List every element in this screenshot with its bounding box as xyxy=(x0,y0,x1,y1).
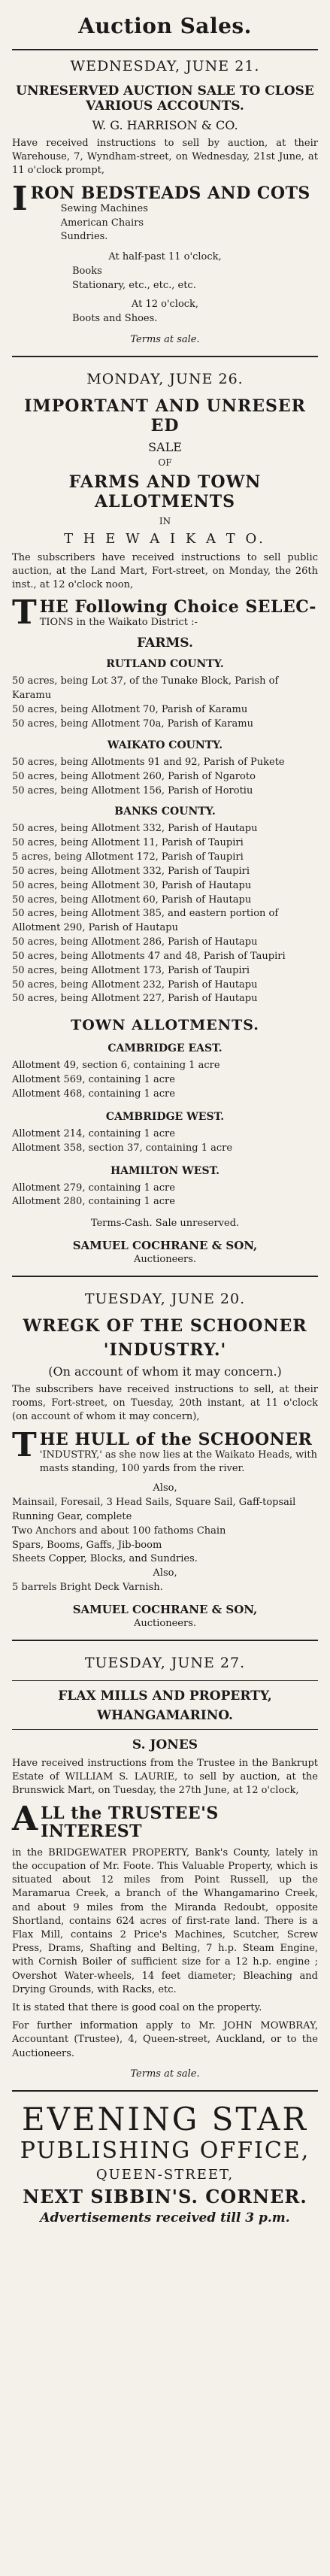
drop-cap: A xyxy=(12,1799,38,1838)
sale-intro: Have received instructions from the Trustee in the Bankrupt Estate of WILLIAM S. LAURIE, to sell by auction, at the Brunswick Mart, on Tuesday, the 27th June, at 12 o'clock, xyxy=(12,1757,318,1797)
sale-heading: WHANGAMARINO. xyxy=(97,1707,233,1723)
publisher-location: NEXT SIBBIN'S. CORNER. xyxy=(23,2185,307,2207)
county-heading: RUTLAND COUNTY. xyxy=(106,658,224,671)
lot-title: RON BEDSTEADS AND COTS xyxy=(30,183,310,203)
lot-line: 50 acres, being Allotment 227, Parish of Hautapu xyxy=(12,993,258,1005)
sale-heading: FLAX MILLS AND PROPERTY, xyxy=(58,1688,272,1704)
lot-line: Spars, Booms, Gaffs, Jib-boom xyxy=(12,1539,162,1551)
lot-line: 50 acres, being Allotment 260, Parish of Ngaroto xyxy=(12,770,256,782)
also-label: Also, xyxy=(153,1482,177,1494)
lot-item: Books xyxy=(72,265,102,278)
divider xyxy=(12,356,318,357)
auctioneer-name: SAMUEL COCHRANE & SON, xyxy=(72,1239,258,1253)
divider xyxy=(12,1680,318,1681)
lot-line: 50 acres, being Allotments 47 and 48, Parish of Taupiri xyxy=(12,950,286,962)
advertisement-deadline: Advertisements received till 3 p.m. xyxy=(40,2210,290,2226)
drop-title-block xyxy=(12,179,318,245)
lot-title: LL the TRUSTEE'S INTEREST xyxy=(41,1803,219,1841)
auctioneer-name: S. JONES xyxy=(132,1737,198,1752)
drop-cap: T xyxy=(12,593,37,633)
sale-time: At half-past 11 o'clock, xyxy=(108,251,222,263)
lot-line: Sheets Copper, Blocks, and Sundries. xyxy=(12,1553,198,1565)
auctioneer-name: SAMUEL COCHRANE & SON, xyxy=(72,1602,258,1616)
section-heading: FARMS. xyxy=(137,636,193,651)
sale-terms: Terms at sale. xyxy=(130,2068,200,2080)
lot-line: Running Gear, complete xyxy=(12,1510,132,1522)
lot-line: 50 acres, being Allotment 156, Parish of Horotiu xyxy=(12,784,253,796)
lot-line: 50 acres, being Allotment 11, Parish of Taupiri xyxy=(12,837,244,849)
sale-heading: UNRESERVED AUCTION SALE TO CLOSE VARIOUS ACCOUNTS. xyxy=(16,83,314,114)
sale-intro: The subscribers have received instructions to sell, at their rooms, Fort-street, on Tuesday, 20th instant, at 11 o'clock (on account of whom it may concern), xyxy=(12,1384,318,1423)
sale-heading: IMPORTANT AND UNRESER ED xyxy=(24,396,306,435)
town-heading: HAMILTON WEST. xyxy=(110,1164,220,1177)
lot-line: 50 acres, being Allotment 232, Parish of Hautapu xyxy=(12,979,258,991)
lot-line: Allotment 279, containing 1 acre xyxy=(12,1182,175,1194)
lot-line: Allotment 358, section 37, containing 1 acre xyxy=(12,1142,233,1154)
lot-subtitle: 'INDUSTRY,' as she now lies at the Waikato Heads, with masts standing, 100 yards from the river. xyxy=(39,1449,318,1474)
lot-line: 50 acres, being Allotment 332, Parish of Hautapu xyxy=(12,823,258,835)
lot-line: Allotment 468, containing 1 acre xyxy=(12,1088,175,1100)
sale-date: TUESDAY, JUNE 27. xyxy=(84,1654,246,1671)
town-heading: CAMBRIDGE EAST. xyxy=(107,1042,223,1055)
lot-line: Allotment 280, containing 1 acre xyxy=(12,1196,175,1208)
drop-cap: T xyxy=(12,1425,37,1464)
lot-line: 50 acres, being Allotment 30, Parish of Hautapu xyxy=(12,879,252,891)
sale-intro: Have received instructions to sell by auction, at their Warehouse, 7, Wyndham-street, on Wednesday, 21st June, at 11 o'clock prompt, xyxy=(12,138,318,177)
lot-item: Stationary, etc., etc., etc. xyxy=(72,279,196,291)
lot-line: Mainsail, Foresail, 3 Head Sails, Square Sail, Gaff-topsail xyxy=(12,1497,296,1509)
auction-notice-harrison xyxy=(12,58,318,345)
lot-line: 50 acres, being Allotment 385, and eastern portion of Allotment 290, Parish of Hautapu xyxy=(12,908,279,934)
sale-heading-sub: (On account of whom it may concern.) xyxy=(48,1364,282,1379)
lot-line: 50 acres, being Allotment 173, Parish of Taupiri xyxy=(12,964,250,976)
divider xyxy=(12,2090,318,2092)
drop-title-block xyxy=(12,1799,318,1841)
lot-line: 50 acres, being Allotment 286, Parish of Hautapu xyxy=(12,936,258,948)
lot-title: HE Following Choice SELEC- xyxy=(39,597,316,617)
sale-date: WEDNESDAY, JUNE 21. xyxy=(70,58,260,74)
property-description: in the BRIDGEWATER PROPERTY, Bank's County, lately in the occupation of Mr. Foote. This Valuable Property, which is situated about 12 miles from Point Russell, up the Maramarua Creek, a branch of the Whangamarino Creek, and about 9 miles from the Miranda Redoubt, opposite Shortland, contains 624 acres of first-rate land. There is a Flax Mill, contains 2 Price's Machines, Scutcher, Screw Press, Drams, Shafting and Belting, 7 h.p. Steam Engine, with Cornish Boiler of sufficient size for a 12 h.p. engine ; Overshot Water-wheels, 14 feet diameter; Bleaching and Drying Grounds, with Racks, etc. xyxy=(12,1846,318,1995)
drop-title-block xyxy=(12,593,318,633)
sale-heading: FARMS AND TOWN ALLOTMENTS xyxy=(68,472,262,511)
lot-item: Sundries. xyxy=(60,231,108,243)
lot-line: Two Anchors and about 100 fathoms Chain xyxy=(12,1525,226,1537)
sale-date: MONDAY, JUNE 26. xyxy=(86,370,244,387)
auctioneer-title: Auctioneers. xyxy=(133,1254,197,1266)
sale-time: At 12 o'clock, xyxy=(131,298,199,310)
page-title: Auction Sales. xyxy=(78,14,252,38)
lot-line: 50 acres, being Allotments 91 and 92, Parish of Pukete xyxy=(12,756,285,768)
section-heading: TOWN ALLOTMENTS. xyxy=(71,1017,259,1034)
lot-item: American Chairs xyxy=(60,217,144,229)
sale-heading: 'INDUSTRY.' xyxy=(103,1340,227,1361)
divider xyxy=(12,1276,318,1277)
divider xyxy=(12,49,318,50)
sale-heading-sub: SALE xyxy=(148,439,182,454)
lot-subtitle: TIONS in the Waikato District :- xyxy=(39,617,198,629)
auctioneer-name: W. G. HARRISON & CO. xyxy=(92,118,238,132)
divider xyxy=(12,1729,318,1730)
lot-line: 50 acres, being Allotment 70, Parish of Karamu xyxy=(12,704,248,716)
sale-terms: Terms-Cash. Sale unreserved. xyxy=(90,1218,240,1230)
lot-title: HE HULL of the SCHOONER xyxy=(39,1429,313,1449)
sale-heading-sub: OF xyxy=(158,457,172,468)
lot-item: Sewing Machines xyxy=(60,202,148,214)
sale-heading-sub: IN xyxy=(159,515,171,526)
town-heading: CAMBRIDGE WEST. xyxy=(105,1110,225,1123)
further-info: For further information apply to Mr. JOHN MOWBRAY, Accountant (Trustee), 4, Queen-street, Auckland, or to the Auctioneers. xyxy=(12,2020,318,2059)
auction-notice-schooner xyxy=(12,1291,318,1629)
publisher-subtitle: PUBLISHING OFFICE, xyxy=(20,2137,310,2164)
lot-line: Allotment 569, containing 1 acre xyxy=(12,1074,175,1086)
county-heading: BANKS COUNTY. xyxy=(114,806,216,818)
lot-line: Allotment 49, section 6, containing 1 acre xyxy=(12,1060,220,1072)
sale-heading: WREGK OF THE SCHOONER xyxy=(23,1316,307,1337)
divider xyxy=(12,1640,318,1641)
sale-intro: The subscribers have received instructions to sell public auction, at the Land Mart, Fort-street, on Monday, the 26th inst., at 12 o'clock noon, xyxy=(12,551,318,590)
lot-item: Boots and Shoes. xyxy=(72,312,158,324)
lot-line: 5 acres, being Allotment 172, Parish of Taupiri xyxy=(12,851,244,863)
lot-line: Allotment 214, containing 1 acre xyxy=(12,1127,175,1139)
lot-line: 50 acres, being Lot 37, of the Tunake Block, Parish of Karamu xyxy=(12,675,279,702)
sale-heading: T H E W A I K A T O. xyxy=(64,530,266,547)
auctioneer-title: Auctioneers. xyxy=(133,1617,197,1629)
publisher-title: EVENING STAR xyxy=(21,2100,309,2138)
also-label: Also, xyxy=(153,1567,177,1579)
sale-terms: Terms at sale. xyxy=(130,333,200,345)
sale-date: TUESDAY, JUNE 20. xyxy=(84,1291,246,1308)
drop-cap: I xyxy=(12,179,28,218)
lot-line: 5 barrels Bright Deck Varnish. xyxy=(12,1582,163,1594)
lot-line: 50 acres, being Allotment 332, Parish of Taupiri xyxy=(12,865,250,877)
property-note: It is stated that there is good coal on the property. xyxy=(12,2001,262,2013)
publisher-address: QUEEN-STREET, xyxy=(95,2166,235,2183)
evening-star-notice xyxy=(12,2101,318,2226)
auction-notice-waikato xyxy=(12,371,318,1266)
county-heading: WAIKATO COUNTY. xyxy=(107,739,223,751)
auction-notice-flax-mills xyxy=(12,1655,318,2080)
drop-title-block xyxy=(12,1425,318,1476)
lot-line: 50 acres, being Allotment 60, Parish of Hautapu xyxy=(12,894,252,906)
lot-line: 50 acres, being Allotment 70a, Parish of Karamu xyxy=(12,718,253,730)
